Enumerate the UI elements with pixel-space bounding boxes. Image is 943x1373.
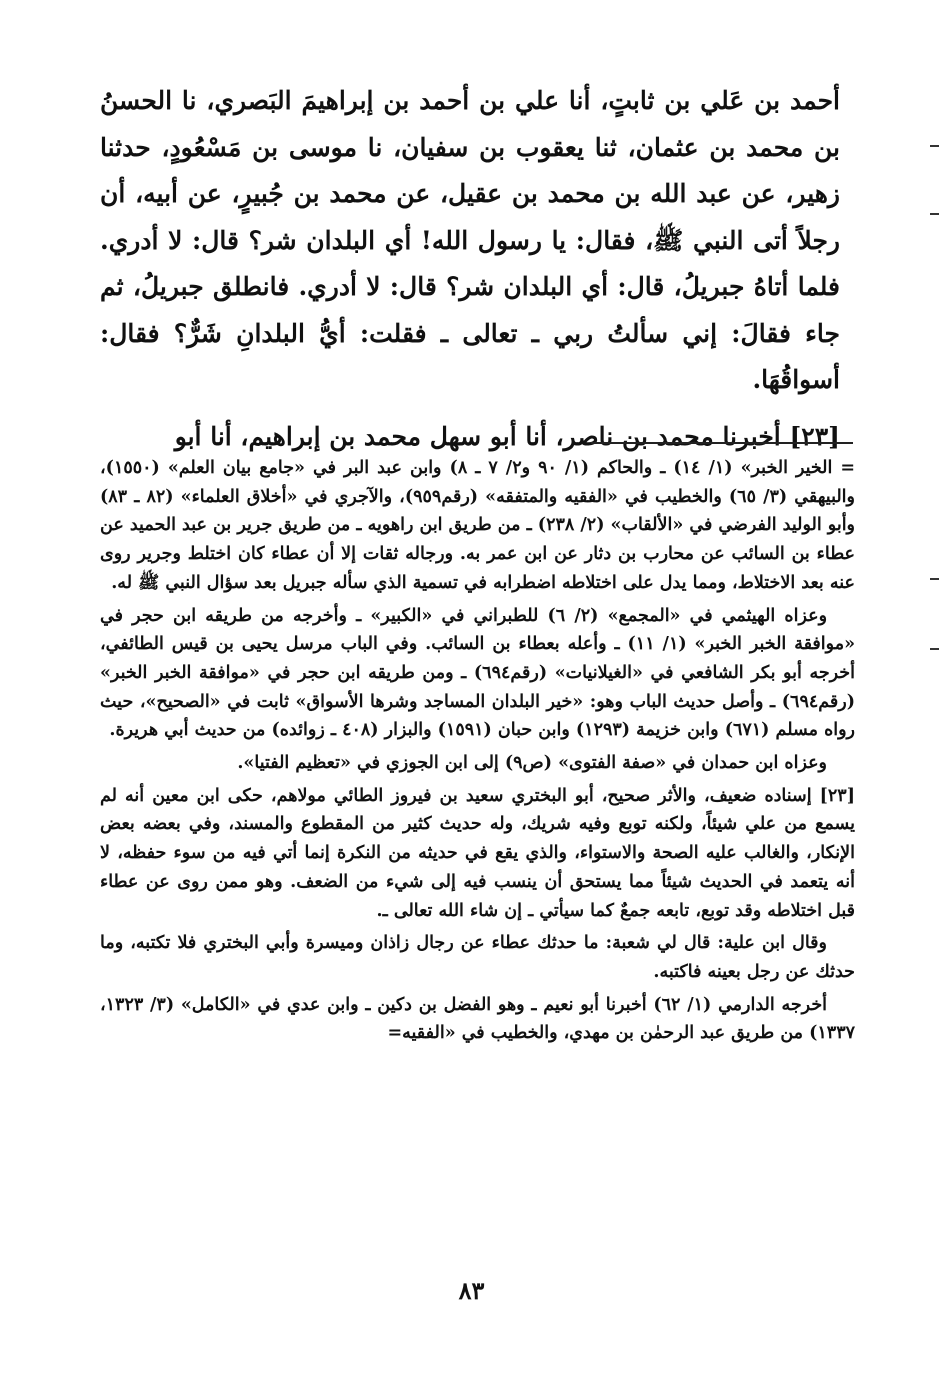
main-text [100,78,840,460]
footnote-23: [٢٣] إسناده ضعيف، والأثر صحيح، أبو البختري سعيد بن فيروز الطائي مولاهم، حكى ابن معين أنه لم يسمع من علي شيئاً، ولكنه توبع وفيه شريك، وله حديث كثير من المقطوع والمسند، وفي بعضه بعض الإنكار، والغالب عليه الصحة والاستواء، والذي يقع في حديثه من النكرة إنما أتي فيه من سوء حفظه، لا أنه يتعمد في الحديث شيئاً مما يستحق أن ينسب فيه إلى شيء من الضعف. وهو ممن روى عن عطاء قبل اختلاطه وقد توبع، تابعه جمعٌ كما سيأتي ـ إن شاء الله تعالى ـ. [100,785,855,921]
page-number: ٨٣ [458,1276,485,1305]
hadith-22-text: أحمد بن عَلي بن ثابتٍ، أنا علي بن أحمد بن إبراهيمَ البَصري، نا الحسنُ بن محمد بن عثمان، ثنا يعقوب بن سفيان، نا موسى بن مَسْعُودٍ، حدثنا زهير، عن عبد الله بن محمد بن عقيل، عن محمد بن جُبيرٍ، عن أبيه، أن رجلاً أتى النبي ﷺ، فقال: يا رسول الله! أي البلدان شر؟ قال: لا أدري. فلما أتاهُ جبريلُ، قال: أي البلدان شر؟ قال: لا أدري. فانطلق جبريلُ، ثم جاء فقالَ: إني سألتُ ربي ـ تعالى ـ فقلت: أيُّ البلدانِ شَرٌّ؟ فقال: أسواقُهَا. [100,86,840,394]
footnotes [100,454,855,1048]
margin-mark [930,213,939,215]
margin-mark [930,145,939,147]
footnote-paragraph: وقال ابن علية: قال لي شعبة: ما حدثك عطاء عن رجال زاذان وميسرة وأبي البختري فلا تكتبه، وما حدثك عن رجل بعينه فاكتبه. [100,933,855,982]
margin-mark [930,578,939,580]
footnote-paragraph: أخرجه الدارمي (١/ ٦٢) أخبرنا أبو نعيم ـ وهو الفضل بن دكين ـ وابن عدي في «الكامل» (٣/ ١٣٢٣، ١٣٣٧) من طريق عبد الرحمٰن بن مهدي، والخطيب في «الفقيه= [100,994,855,1044]
hadith-23-text: [٢٣] أخبرنا محمد بن ناصر، أنا أبو سهل محمد بن إبراهيم، أنا أبو [174,421,840,451]
footnote-paragraph: وعزاه الهيثمي في «المجمع» (٢/ ٦) للطبراني في «الكبير» ـ وأخرجه من طريقه ابن حجر في «موافقة الخبر الخبر» (١/ ١١) ـ وأعله بعطاء بن السائب. وفي الباب مرسل يحيى بن قيس الطائفي، أخرجه أبو بكر الشافعي في «الغيلانيات» (رقم٦٩٤) ـ ومن طريقه ابن حجر في «موافقة الخبر الخبر» (رقم٦٩٤) ـ وأصل حديث الباب وهو: «خير البلدان المساجد وشرها الأسواق» ثابت في «الصحيح»، حيث رواه مسلم (٦٧١) وابن خزيمة (١٢٩٣) وابن حبان (١٥٩١) والبزار (٤٠٨ ـ زوائده) من حديث أبي هريرة. [100,605,856,741]
margin-mark [930,648,939,650]
footnote-divider [591,442,853,444]
footnote-paragraph: وعزاه ابن حمدان في «صفة الفتوى» (ص٩) إلى ابن الجوزي في «تعظيم الفتيا». [237,753,827,774]
footnote-continuation: = الخير الخبر» (١/ ١٤) ـ والحاكم (١/ ٩٠ و٢/ ٧ ـ ٨) وابن عبد البر في «جامع بيان العلم» (١٥٥٠)، والبيهقي (٣/ ٦٥) والخطيب في «الفقيه والمتفقه» (رقم٩٥٩)، والآجري في «أخلاق العلماء» (٨٢ ـ ٨٣) وأبو الوليد الفرضي في «الألقاب» (٢/ ٢٣٨) ـ من طريق ابن راهويه ـ من طريق جرير بن عبد الحميد عن عطاء بن السائب عن محارب بن دثار عن ابن عمر به. ورجاله ثقات إلا أن عطاء كان اختلط وجرير روى عنه بعد الاختلاط، ومما يدل على اختلاطه اضطرابه في تسمية الذي سأله جبريل بعد سؤال النبي ﷺ له. [100,458,856,593]
